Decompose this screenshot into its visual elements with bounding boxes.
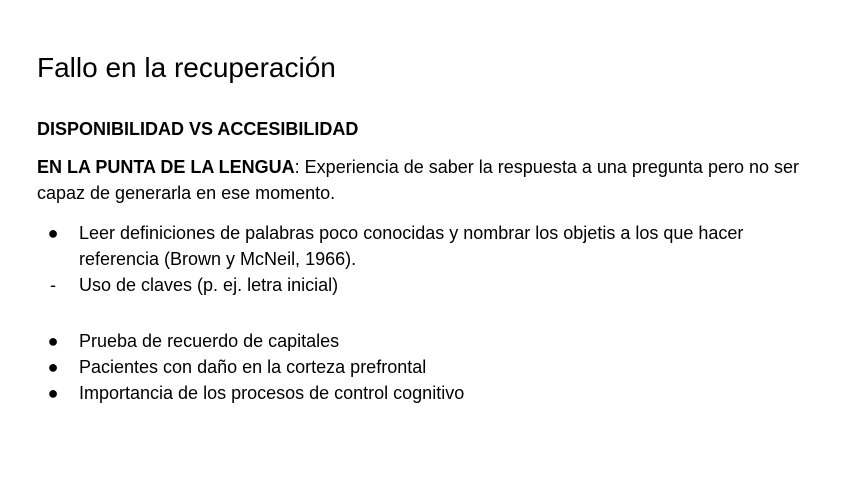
list-item-text: Importancia de los procesos de control cognitivo [79, 383, 465, 403]
bullet-list-1 [37, 220, 827, 298]
dash-icon: - [50, 275, 56, 295]
bullet-icon: ● [47, 357, 59, 377]
bullet-icon: ● [47, 383, 59, 403]
list-item-text: Prueba de recuerdo de capitales [79, 331, 340, 351]
bullet-icon: ● [47, 223, 59, 243]
slide-title: Fallo en la recuperación [37, 52, 336, 83]
definition-term: EN LA PUNTA DE LA LENGUA [37, 157, 295, 177]
definition-text: : Experiencia de saber la respuesta a una pregunta pero no ser capaz de generarla en ese momento. [37, 157, 799, 203]
definition-paragraph [37, 154, 827, 206]
list-item [37, 220, 827, 272]
list-item [37, 380, 827, 406]
slide-body [37, 116, 827, 406]
list-item [37, 354, 827, 380]
list-item-text: Uso de claves (p. ej. letra inicial) [79, 275, 339, 295]
subheading: DISPONIBILIDAD VS ACCESIBILIDAD [37, 119, 359, 139]
bullet-icon: ● [47, 331, 59, 351]
list-item-text: Leer definiciones de palabras poco conocidas y nombrar los objetis a los que hacer referencia (Brown y McNeil, 1966). [79, 223, 744, 269]
list-item [37, 272, 827, 298]
list-item-text: Pacientes con daño en la corteza prefrontal [79, 357, 427, 377]
list-item [37, 328, 827, 354]
bullet-list-2 [37, 328, 827, 406]
spacer [37, 298, 827, 328]
